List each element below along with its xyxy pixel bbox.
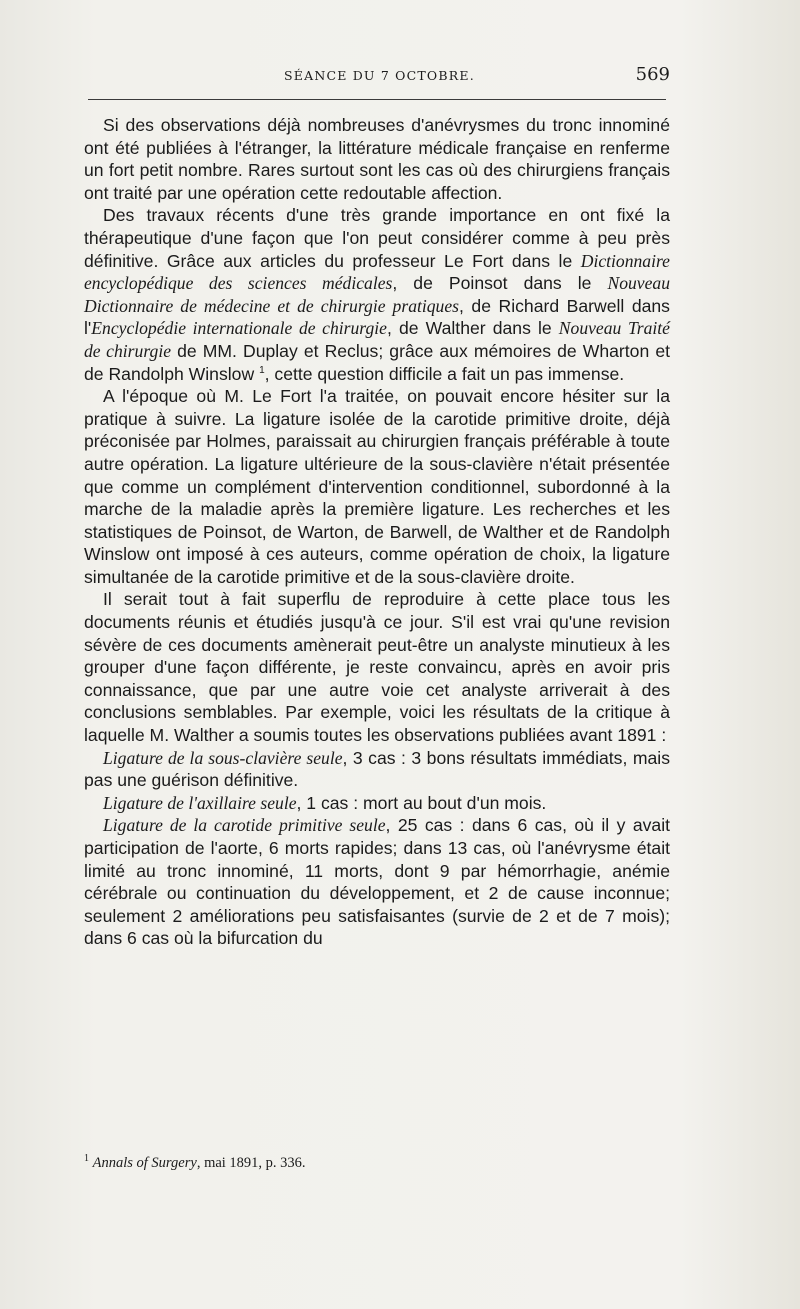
page-header xyxy=(84,62,670,92)
text-run: , de Poinsot dans le xyxy=(392,273,608,294)
footnote-detail: , mai 1891, p. 336. xyxy=(196,1155,306,1171)
italic-text: Ligature de l'axillaire seule xyxy=(103,792,297,813)
footnote-marker: 1 xyxy=(84,1153,89,1165)
footnote xyxy=(84,1155,670,1172)
text-run: de MM. Duplay et Reclus; grâce aux mémoires de Wharton et de Randolph Winslow xyxy=(84,340,670,384)
paragraph xyxy=(84,204,670,385)
text-run: , de Walther dans le xyxy=(387,318,559,339)
running-title: SÉANCE DU 7 OCTOBRE. xyxy=(284,68,475,83)
text-run: Il serait tout à fait superflu de reproduire à cette place tous les documents réunis et étudiés jusqu'à ce jour. S'il est vrai qu'une revision sévère de ces documents amènerait peut-être un analyste minutieux à les grouper d'une façon différente, je reste convaincu, après en avoir pris connaissance, que par une autre voie cet analyste arriverait à des conclusions semblables. Par exemple, voici les résultats de la critique à laquelle M. Walther a soumis toutes les observations publiées avant 1891 : xyxy=(84,589,670,746)
paragraph xyxy=(84,385,670,588)
italic-text: Ligature de la carotide primitive seule xyxy=(103,815,386,836)
italic-text: Ligature de la sous-clavière seule xyxy=(103,747,343,768)
footnote-source: Annals of Surgery xyxy=(92,1155,197,1171)
text-run: , 25 cas : dans 6 cas, où il y avait participation de l'aorte, 6 morts rapides; dans 13 cas, où l'anévrysme était limité au tronc innominé, 11 morts, dont 9 par hémorrhagie, anémie cérébrale ou continuation du développement, et 2 de cause inconnue; seulement 2 améliorations peu satisfaisantes (survie de 2 et de 7 mois); dans 6 cas où la bifurcation du xyxy=(84,815,671,949)
paragraph xyxy=(84,114,670,204)
italic-text: Nouveau Dictionnaire de médecine et de chirurgie pratiques xyxy=(84,273,670,316)
paragraph xyxy=(84,792,670,815)
footnote-reference: 1 xyxy=(259,364,265,376)
text-run: , 3 cas : 3 bons résultats immédiats, mais pas une guérison définitive. xyxy=(84,747,670,791)
paragraph xyxy=(84,747,670,792)
italic-text: Dictionnaire encyclopédique des sciences médicales xyxy=(84,250,670,294)
text-run: A l'époque où M. Le Fort l'a traitée, on pouvait encore hésiter sur la pratique à suivre. La ligature isolée de la carotide primitive droite, déjà préconisée par Holmes, paraissait au chirurgien français préférable à toute autre opération. La ligature ultérieure de la sous-clavière n'était présentée que comme un complément d'intervention conditionnel, subordonné à la marche de la maladie après la première ligature. Les recherches et les statistiques de Poinsot, de Warton, de Barwell, de Walther et de Randolph Winslow ont imposé à ces auteurs, comme opération de choix, la ligature simultanée de la carotide primitive et de la sous-clavière droite. xyxy=(84,386,670,587)
text-run: , cette question difficile a fait un pas immense. xyxy=(264,363,625,384)
body-text xyxy=(84,114,670,950)
italic-text: Nouveau Traité de chirurgie xyxy=(84,318,670,361)
paragraph xyxy=(84,588,670,746)
text-run: , de Richard Barwell dans l' xyxy=(84,295,670,339)
italic-text: Encyclopédie internationale de chirurgie xyxy=(91,318,387,339)
paragraph xyxy=(84,814,670,950)
text-run: , 1 cas : mort au bout d'un mois. xyxy=(296,792,547,813)
text-run: Des travaux récents d'une très grande importance en ont fixé la thérapeutique d'une façon que l'on peut considérer comme à peu près définitive. Grâce aux articles du professeur Le Fort dans le xyxy=(84,205,670,271)
page-number: 569 xyxy=(635,64,670,85)
header-rule xyxy=(88,99,666,100)
text-run: Si des observations déjà nombreuses d'anévrysmes du tronc innominé ont été publiées à l'étranger, la littérature médicale française en renferme un fort petit nombre. Rares surtout sont les cas où des chirurgiens français ont traité par une opération cette redoutable affection. xyxy=(84,115,670,203)
